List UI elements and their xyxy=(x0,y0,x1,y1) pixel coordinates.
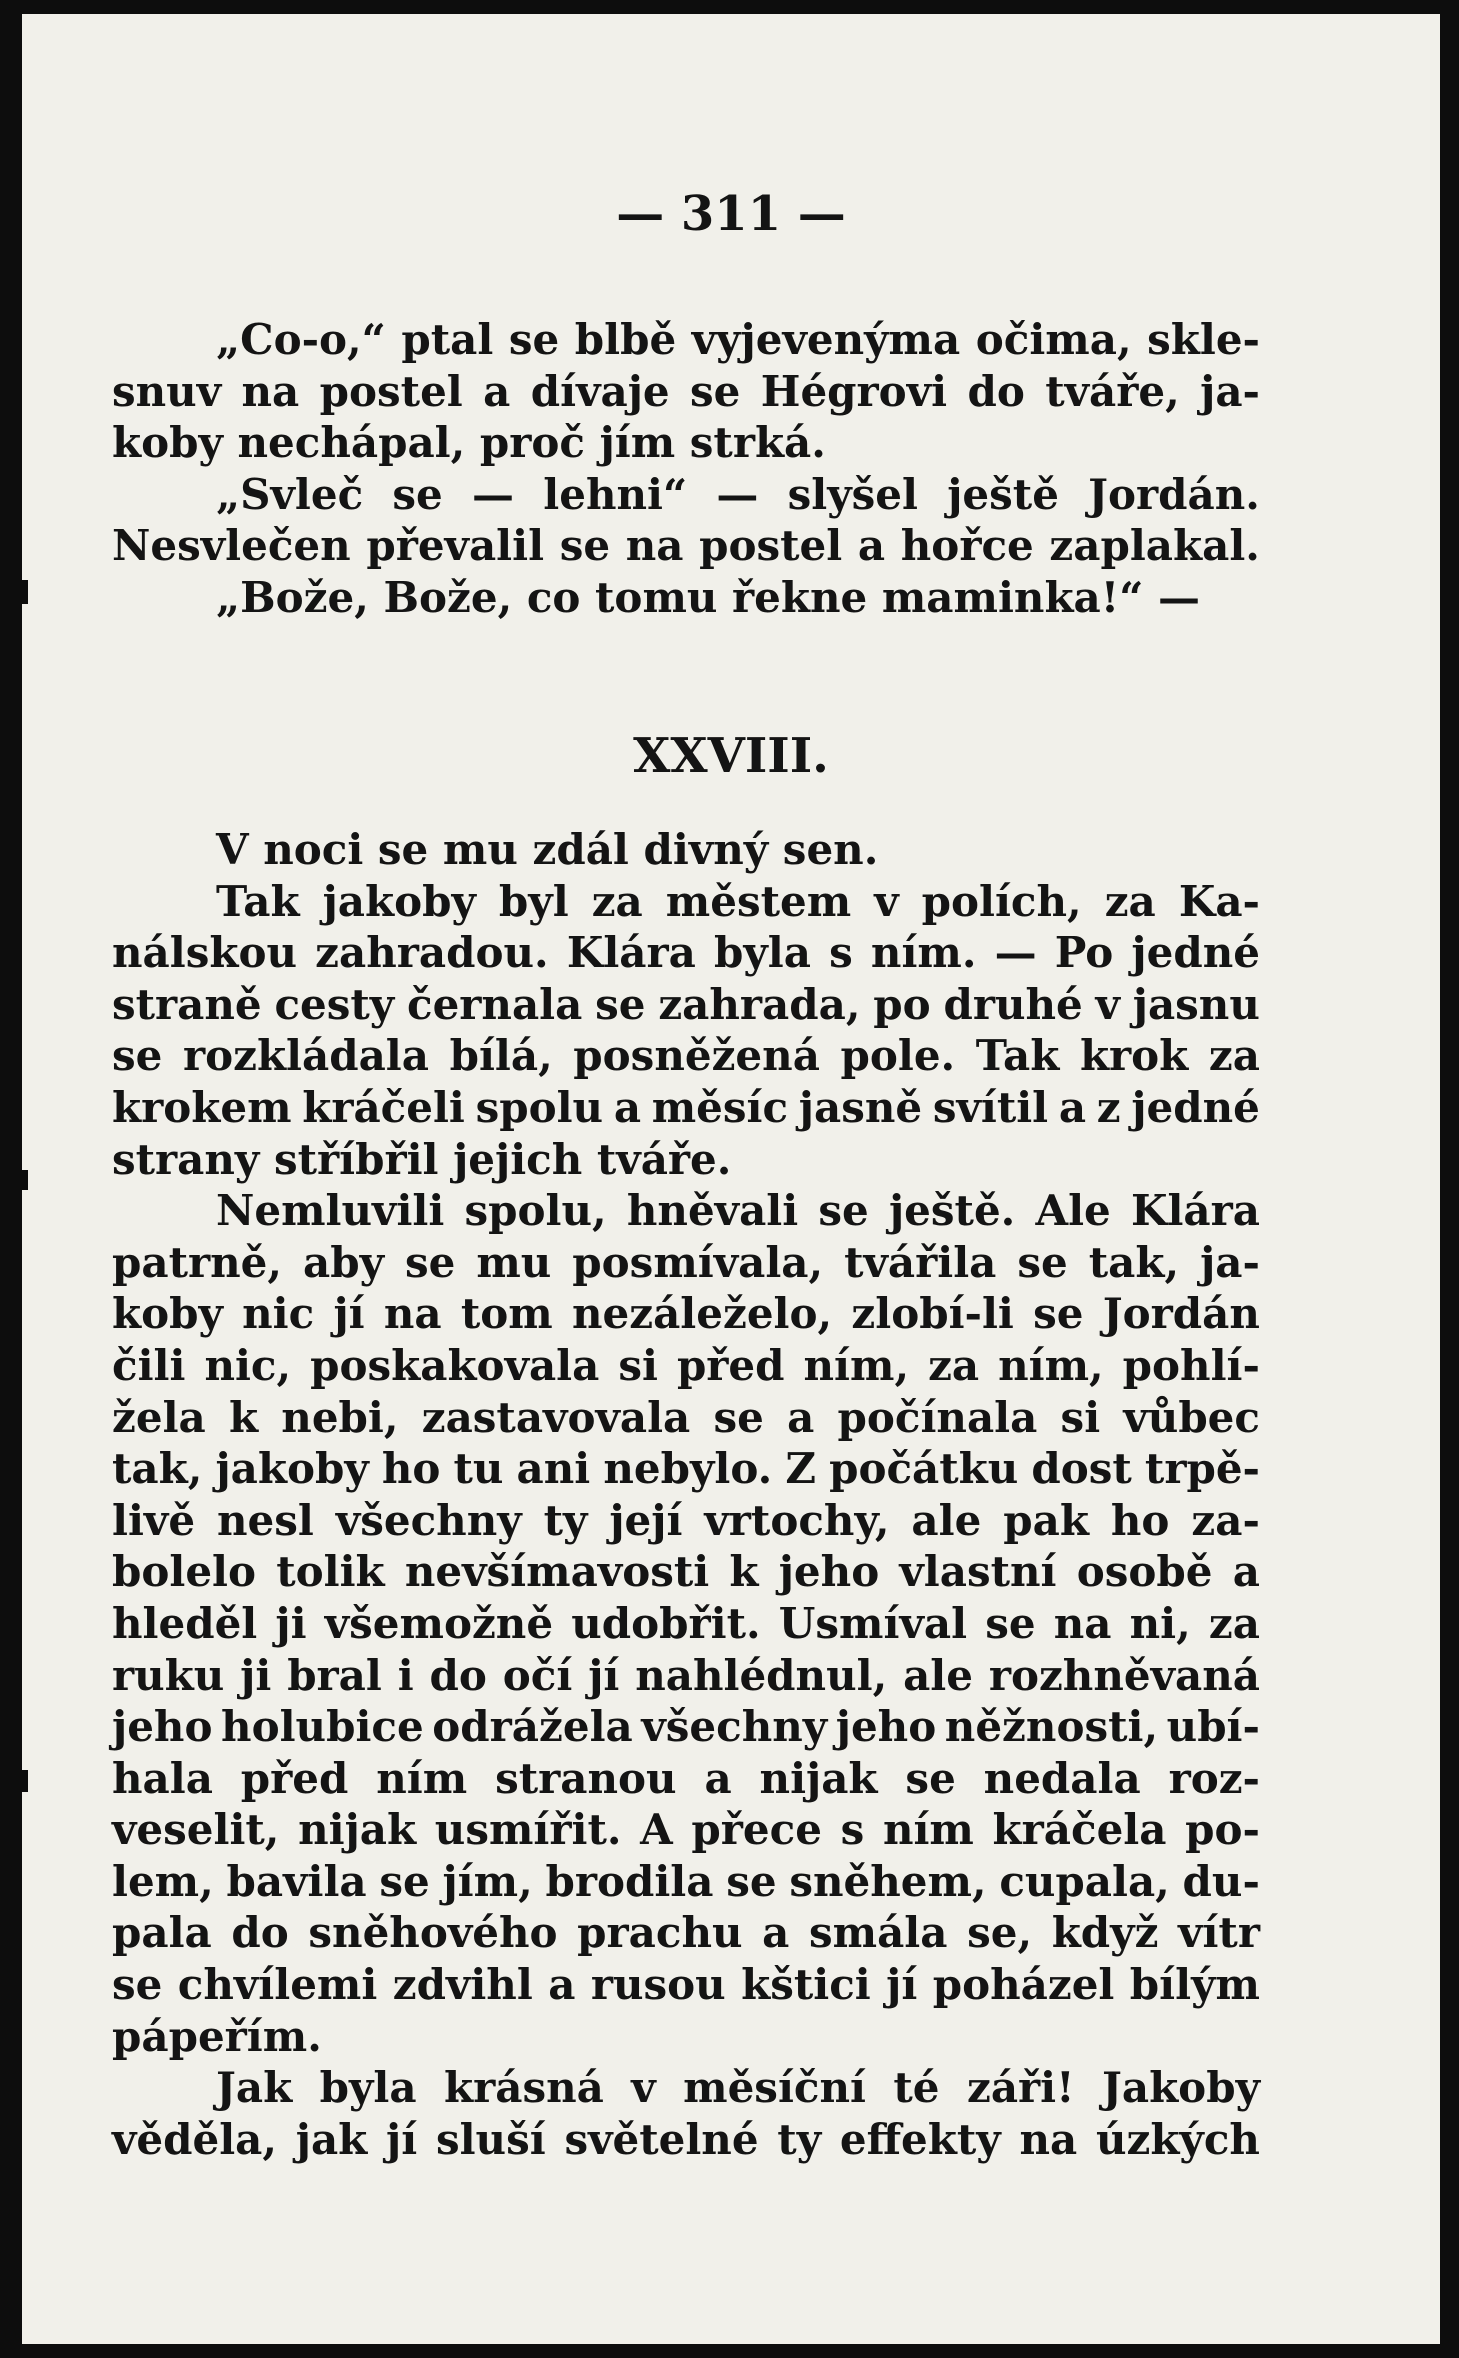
text-line: tak, jakoby ho tu ani nebylo. Z počátku dost trpě- xyxy=(112,1444,1260,1494)
text-line: lem, bavila se jím, brodila se sněhem, cupala, du- xyxy=(112,1856,1260,1906)
scan-edge-mark xyxy=(14,1770,28,1792)
text-line: patrně, aby se mu posmívala, tvářila se tak, ja- xyxy=(112,1237,1260,1287)
text-line: pápeřím. xyxy=(112,2011,322,2061)
text-line: krokem kráčeli spolu a měsíc jasně svítil a z jedné xyxy=(112,1082,1260,1132)
text-line: čili nic, poskakovala si před ním, za ním, pohlí- xyxy=(112,1340,1260,1390)
text-line: žela k nebi, zastavovala se a počínala si vůbec xyxy=(112,1392,1260,1442)
chapter-heading: XXVIII. xyxy=(633,728,829,784)
text-line: straně cesty černala se zahrada, po druhé v jasnu xyxy=(112,979,1260,1029)
text-block-bottom xyxy=(112,824,1260,2165)
text-line: ruku ji bral i do očí jí nahlédnul, ale rozhněvaná xyxy=(112,1650,1260,1700)
text-line: koby nechápal, proč jím strká. xyxy=(112,418,826,468)
text-line: Jak byla krásná v měsíční té záři! Jakoby xyxy=(216,2063,1260,2113)
text-line: se rozkládala bílá, posněžená pole. Tak krok za xyxy=(112,1031,1260,1081)
text-line: livě nesl všechny ty její vrtochy, ale pak ho za- xyxy=(112,1495,1260,1545)
text-line: „Co-o,“ ptal se blbě vyjevenýma očima, skle- xyxy=(216,315,1260,364)
text-line: nálskou zahradou. Klára byla s ním. — Po jedné xyxy=(112,928,1260,978)
text-line: koby nic jí na tom nezáleželo, zlobí-li se Jordán xyxy=(112,1289,1260,1339)
scan-edge-mark xyxy=(14,1170,28,1190)
text-line: „Bože, Bože, co tomu řekne maminka!“ — xyxy=(216,572,1200,622)
text-line: hleděl ji všemožně udobřit. Usmíval se na ni, za xyxy=(112,1598,1260,1648)
text-line: Nesvlečen převalil se na postel a hořce zaplakal. xyxy=(112,521,1260,571)
text-line: bolelo tolik nevšímavosti k jeho vlastní osobě a xyxy=(112,1547,1260,1597)
text-line: jeho holubice odrážela všechny jeho něžnosti, ubí- xyxy=(112,1702,1260,1752)
text-block-top xyxy=(112,314,1260,624)
page-number: — 311 — xyxy=(616,186,846,242)
scan-edge-mark xyxy=(14,580,28,604)
text-line: veselit, nijak usmířit. A přece s ním kráčela po- xyxy=(112,1805,1260,1855)
book-page xyxy=(22,14,1440,2344)
text-line: „Svleč se — lehni“ — slyšel ještě Jordán. xyxy=(216,469,1260,519)
text-line: Nemluvili spolu, hněvali se ještě. Ale Klára xyxy=(216,1186,1260,1236)
text-line: hala před ním stranou a nijak se nedala roz- xyxy=(112,1753,1260,1803)
text-line: strany stříbřil jejich tváře. xyxy=(112,1134,732,1184)
text-line: se chvílemi zdvihl a rusou kštici jí poházel bílým xyxy=(112,1960,1260,2010)
text-line: V noci se mu zdál divný sen. xyxy=(216,825,879,874)
text-line: Tak jakoby byl za městem v polích, za Ka- xyxy=(216,876,1260,926)
text-line: snuv na postel a dívaje se Hégrovi do tváře, ja- xyxy=(112,366,1260,416)
text-line: pala do sněhového prachu a smála se, když vítr xyxy=(112,1908,1260,1958)
text-line: věděla, jak jí sluší světelné ty effekty na úzkých xyxy=(112,2114,1260,2164)
